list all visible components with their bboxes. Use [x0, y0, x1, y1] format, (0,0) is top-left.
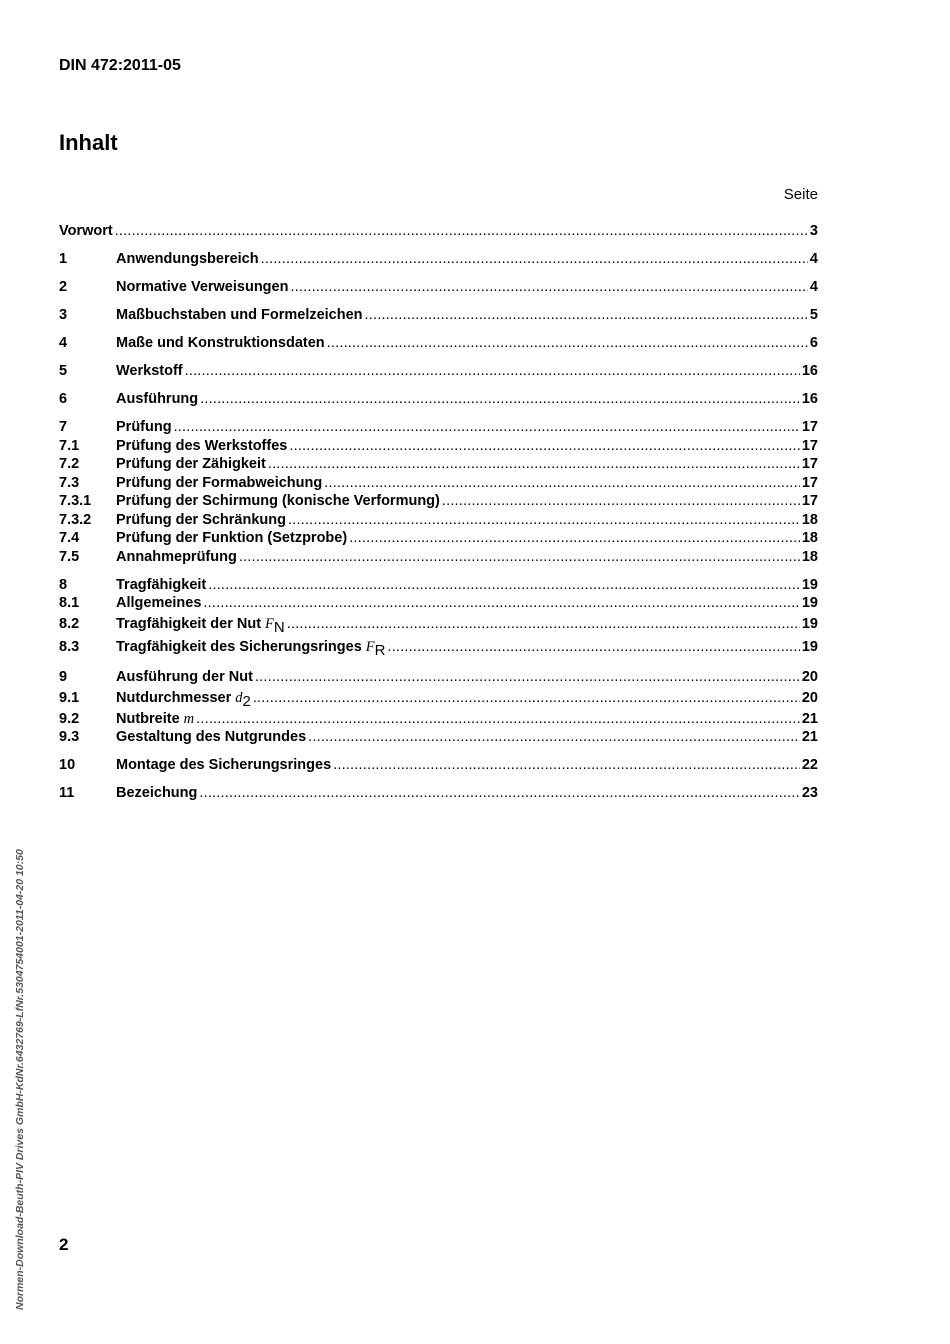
toc-entry-number: 7.3.2: [59, 511, 92, 528]
toc-entry-label: Prüfung der Schirmung (konische Verformung): [116, 493, 440, 509]
toc-entry-page: 17: [801, 456, 818, 472]
toc-entry-number: 6: [59, 391, 68, 407]
leader-dots: [324, 474, 800, 493]
toc-entry-label: Prüfung: [116, 419, 172, 435]
toc-entry-label: Maßbuchstaben und Formelzeichen: [116, 307, 363, 323]
leader-dots: [333, 756, 800, 775]
leader-dots: [365, 306, 808, 325]
toc-entry-page: 23: [801, 785, 818, 801]
toc-entry[interactable]: [59, 668, 818, 687]
toc-entry-label: Vorwort: [59, 223, 113, 239]
toc-entry-page: 18: [801, 511, 818, 528]
toc-entry[interactable]: [59, 306, 818, 325]
toc-entry-vorwort[interactable]: [59, 222, 818, 241]
toc-entry-number: 1: [59, 251, 68, 267]
toc-entry-page: 17: [801, 474, 818, 491]
leader-dots: [208, 576, 800, 595]
toc-entry-page: 19: [801, 638, 818, 655]
toc-entry-number: 8.2: [59, 615, 80, 632]
toc-entry-label: Gestaltung des Nutgrundes: [116, 729, 307, 745]
toc-entry-label: Bezeichung: [116, 785, 198, 801]
toc-entry-page: 19: [801, 576, 818, 593]
toc-entry[interactable]: [59, 390, 818, 409]
toc-entry-number: 2: [59, 279, 68, 295]
toc-entry-page: 3: [809, 223, 818, 239]
toc-entry-number: 7.5: [59, 548, 80, 565]
toc-entry[interactable]: [59, 613, 818, 636]
toc-entry-label: Prüfung der Formabweichung: [116, 474, 323, 491]
toc-entry-number: 8.1: [59, 595, 80, 611]
toc-entry-page: 4: [809, 251, 818, 267]
toc-entry-page: 17: [801, 493, 818, 509]
toc-entry[interactable]: [59, 710, 818, 729]
toc-entry-label: Tragfähigkeit der Nut: [116, 615, 262, 632]
toc-entry-page: 21: [801, 729, 818, 745]
leader-dots: [261, 250, 808, 269]
toc-entry-number: 5: [59, 363, 68, 379]
toc-entry-number: 7: [59, 419, 68, 435]
toc-entry-label: Tragfähigkeit: [116, 576, 207, 593]
toc-entry-label: Nutdurchmesser: [116, 689, 232, 706]
toc-entry[interactable]: [59, 511, 818, 530]
toc-entry-number: 7.3.1: [59, 493, 92, 509]
toc-entry-label: Montage des Sicherungsringes: [116, 757, 332, 773]
toc-entry-label: Nutbreite: [116, 710, 180, 727]
leader-dots: [288, 511, 800, 530]
toc-entry-number: 9: [59, 669, 68, 685]
leader-dots: [196, 710, 800, 729]
toc-entry-page: 22: [801, 757, 818, 773]
toc-entry-label: Prüfung der Funktion (Setzprobe): [116, 530, 348, 546]
document-id: DIN 472:2011-05: [59, 57, 181, 74]
toc-entry-page: 17: [801, 437, 818, 454]
leader-dots: [115, 222, 808, 241]
toc-entry-number: 9.1: [59, 689, 80, 706]
toc-entry[interactable]: [59, 492, 818, 511]
toc-entry[interactable]: [59, 437, 818, 456]
toc-entry-number: 9.3: [59, 729, 80, 745]
toc-entry[interactable]: [59, 418, 818, 437]
toc-entry[interactable]: [59, 250, 818, 269]
toc-entry[interactable]: [59, 334, 818, 353]
toc-entry[interactable]: [59, 756, 818, 775]
toc-entry[interactable]: [59, 278, 818, 297]
toc-entry-label: Tragfähigkeit des Sicherungsringes: [116, 638, 362, 655]
toc-entry-label: Annahmeprüfung: [116, 548, 237, 565]
leader-dots: [289, 437, 800, 456]
toc-entry[interactable]: [59, 455, 818, 474]
toc-entry-number: 7.1: [59, 437, 80, 454]
leader-dots: [253, 687, 800, 710]
leader-dots: [327, 334, 808, 353]
toc-entry-page: 18: [801, 530, 818, 546]
page-title: Inhalt: [59, 130, 118, 155]
formula-symbol: m: [183, 710, 195, 727]
toc-entry[interactable]: [59, 529, 818, 548]
toc-entry-label: Anwendungsbereich: [116, 251, 259, 267]
toc-entry-label: Prüfung des Werkstoffes: [116, 437, 288, 454]
toc-entry-page: 6: [809, 335, 818, 351]
toc-entry-number: 7.3: [59, 474, 80, 491]
toc-entry[interactable]: [59, 784, 818, 803]
leader-dots: [203, 594, 799, 613]
toc-entry-page: 20: [801, 689, 818, 706]
toc-entry-number: 9.2: [59, 710, 80, 727]
toc-entry-label: Ausführung: [116, 391, 199, 407]
leader-dots: [268, 455, 800, 474]
page-number: 2: [59, 1235, 69, 1254]
toc-entry-page: 16: [801, 363, 818, 379]
leader-dots: [290, 278, 807, 297]
toc-entry-page: 19: [801, 615, 818, 632]
toc-entry-page: 20: [801, 669, 818, 685]
toc-entry-page: 4: [809, 279, 818, 295]
toc-entry-number: 8: [59, 576, 68, 593]
toc-entry[interactable]: [59, 728, 818, 747]
toc-entry[interactable]: [59, 594, 818, 613]
leader-dots: [349, 529, 800, 548]
toc-entry-number: 4: [59, 335, 68, 351]
leader-dots: [442, 492, 800, 511]
leader-dots: [199, 784, 799, 803]
leader-dots: [239, 548, 800, 567]
toc-entry-number: 3: [59, 307, 68, 323]
toc-entry-page: 17: [801, 419, 818, 435]
table-of-contents: [59, 222, 818, 803]
toc-entry-number: 7.2: [59, 456, 80, 472]
toc-entry[interactable]: [59, 636, 818, 659]
download-watermark: Normen-Download-Beuth-PIV Drives GmbH-KdNr.6432769-LfNr.5304754001-2011-04-20 10:50: [14, 849, 26, 1310]
leader-dots: [185, 362, 800, 381]
leader-dots: [287, 613, 800, 636]
leader-dots: [387, 636, 799, 659]
toc-entry[interactable]: [59, 362, 818, 381]
leader-dots: [255, 668, 800, 687]
toc-entry-number: 10: [59, 757, 76, 773]
toc-entry-page: 19: [801, 595, 818, 611]
toc-entry-page: 18: [801, 548, 818, 565]
toc-entry-page: 5: [809, 307, 818, 323]
toc-entry-number: 8.3: [59, 638, 80, 655]
toc-entry[interactable]: [59, 687, 818, 710]
toc-entry[interactable]: [59, 576, 818, 595]
toc-entry-label: Maße und Konstruktionsdaten: [116, 335, 325, 351]
toc-entry-number: 7.4: [59, 530, 80, 546]
toc-entry-page: 21: [801, 710, 818, 727]
toc-entry-label: Prüfung der Zähigkeit: [116, 456, 266, 472]
toc-entry[interactable]: [59, 548, 818, 567]
toc-entry-label: Normative Verweisungen: [116, 279, 289, 295]
formula-symbol: $F_R$: [365, 638, 386, 659]
toc-entry-page: 16: [801, 391, 818, 407]
formula-symbol: $F_N$: [265, 615, 285, 636]
page-column-label: Seite: [783, 186, 818, 203]
toc-entry[interactable]: [59, 474, 818, 493]
toc-entry-number: 11: [59, 785, 75, 801]
toc-entry-label: Ausführung der Nut: [116, 669, 253, 685]
formula-symbol: $d_2$: [235, 689, 251, 710]
toc-entry-label: Allgemeines: [116, 595, 202, 611]
leader-dots: [174, 418, 800, 437]
leader-dots: [200, 390, 800, 409]
toc-entry-label: Prüfung der Schränkung: [116, 511, 286, 528]
leader-dots: [308, 728, 800, 747]
toc-entry-label: Werkstoff: [116, 363, 183, 379]
